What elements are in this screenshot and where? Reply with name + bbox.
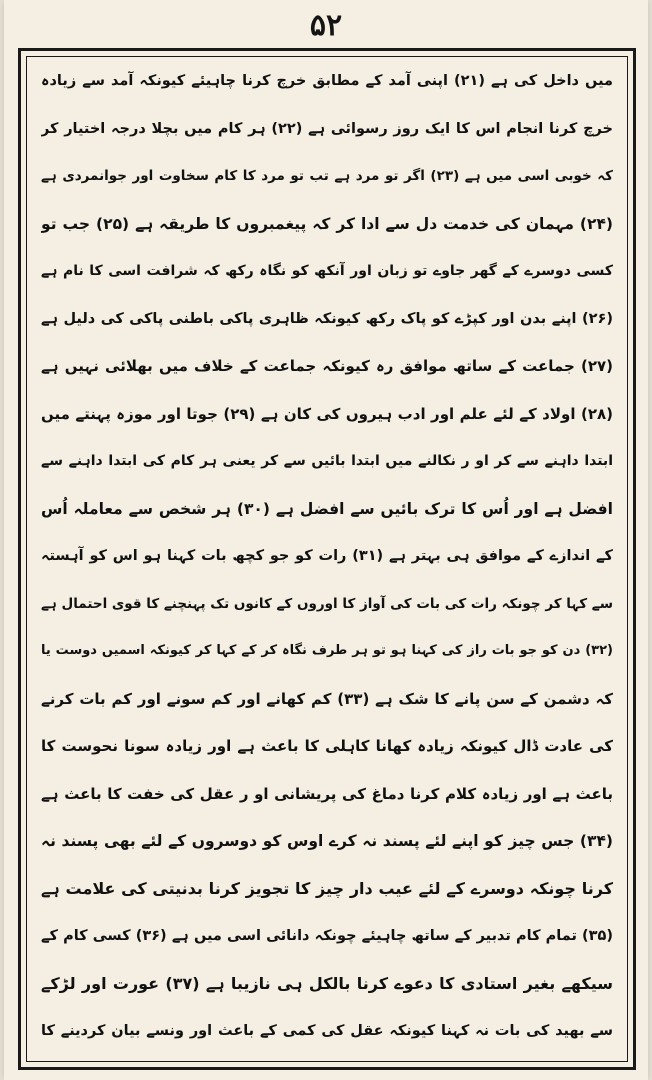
- text-line: سے بھید کی بات نہ کہنا کیونکہ عقل کی کمی کے باعث اور ونسے بیان کردینے کا: [41, 1023, 613, 1040]
- text-line: افضل ہے اور اُس کا ترک بائیں سے افضل ہے (۳۰) ہر شخص سے معاملہ اُس: [41, 499, 613, 518]
- text-line: (۳۵) تمام کام تدبیر کے ساتھ چاہیئے چونکہ دانائی اسی میں ہے (۳۶) کسی کام کے: [41, 928, 613, 945]
- text-line: ابتدا داہنے سے کر او ر نکالنے میں ابتدا بائیں سے کر یعنی ہر کام کی ابتدا داہنے سے: [41, 453, 613, 470]
- book-page: [4, 0, 648, 1080]
- text-line: کہ دشمن کے سن پانے کا شک ہے (۳۳) کم کھانے اور کم سونے اور کم بات کرنے: [41, 689, 613, 708]
- text-line: (۲۴) مہمان کی خدمت دل سے ادا کر کہ پیغمبروں کا طریقہ ہے (۲۵) جب تو: [41, 214, 613, 233]
- text-line: میں داخل کی ہے (۲۱) اپنی آمد کے مطابق خرچ کرنا چاہیئے کیونکہ آمد سے زیادہ: [41, 73, 613, 89]
- text-line: (۲۶) اپنے بدن اور کپڑے کو پاک رکھ کیونکہ ظاہری پاکی باطنی پاکی کی دلیل ہے: [41, 310, 613, 327]
- text-line: خرچ کرنا انجام اس کا ایک روز رسوائی ہے (۲۲) ہر کام میں بچلا درجہ اختیار کر: [41, 120, 613, 137]
- text-line: (۳۲) دن کو جو بات راز کی کہنا ہو تو ہر طرف نگاہ کر کے کہا کر کیونکہ اسمیں دوست یا: [41, 643, 613, 659]
- text-line: باعث ہے اور زیادہ کلام کرنا دماغ کی پریشانی او ر عقل کی خفت کا باعث ہے: [41, 784, 613, 803]
- text-line: (۳۴) جس چیز کو اپنے لئے پسند نہ کرے اوس کو دوسروں کے لئے بھی پسند نہ: [41, 832, 613, 851]
- text-line: سے کہا کر چونکہ رات کی بات کی آواز کا اوروں کے کانوں تک پہنچنے کا قوی احتمال ہے: [41, 595, 613, 612]
- text-line: کی عادت ڈال کیونکہ زیادہ کھانا کاہلی کا باعث ہے اور زیادہ سونا نحوست کا: [41, 737, 613, 756]
- text-line: سیکھے بغیر استادی کا دعوے کرنا بالکل ہی نازیبا ہے (۳۷) عورت اور لڑکے: [41, 973, 613, 993]
- text-line: کے اندازے کے موافق ہی بہتر ہے (۳۱) رات کو جو کچھ بات کہنا ہو اس کو آہستہ: [41, 548, 613, 565]
- text-line: کرنا چونکہ دوسرے کے لئے عیب دار چیز کا تجویز کرنا بدنیتی کی علامت ہے: [41, 878, 613, 898]
- text-line: (۲۷) جماعت کے ساتھ موافق رہ کیونکہ جماعت کے خلاف میں بھلائی نہیں ہے: [41, 357, 613, 376]
- text-frame: [18, 48, 636, 1070]
- text-line: (۲۸) اولاد کے لئے علم اور ادب ہیروں کی کان ہے (۲۹) جوتا اور موزہ پہنتے میں: [41, 404, 613, 423]
- page-number: ۵۲: [309, 8, 343, 43]
- page-body: [41, 61, 613, 1059]
- text-line: کسی دوسرے کے گھر جاوے تو زبان اور آنکھ کو نگاہ رکھ کہ شرافت اسی کا نام ہے: [41, 263, 613, 280]
- text-line: کہ خوبی اسی میں ہے (۲۳) اگر تو مرد ہے تب تو مرد کا کام سخاوت اور جوانمردی ہے: [41, 168, 613, 185]
